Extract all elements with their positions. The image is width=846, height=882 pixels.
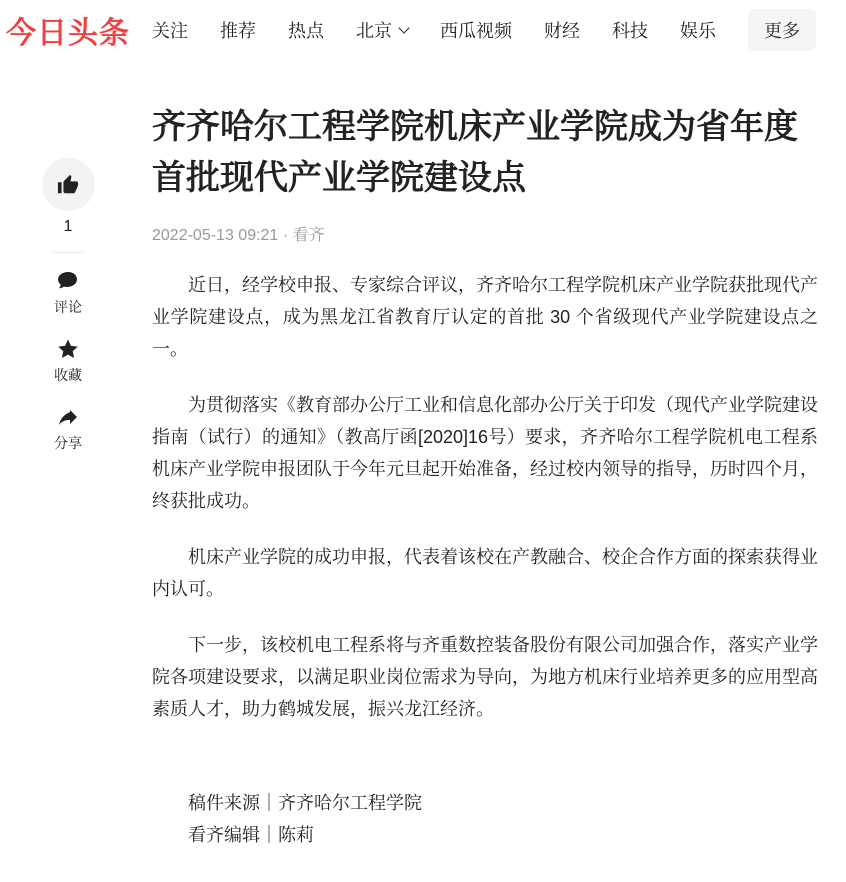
action-sidebar — [40, 158, 96, 473]
nav-item-entertainment[interactable]: 娱乐 — [680, 21, 716, 41]
editor-line: 看齐编辑｜陈莉 — [188, 825, 314, 845]
like-button[interactable] — [42, 158, 95, 211]
nav-item-tech[interactable]: 科技 — [612, 21, 648, 41]
share-button[interactable] — [54, 405, 82, 453]
nav-item-follow[interactable]: 关注 — [152, 21, 188, 41]
article — [152, 60, 818, 851]
comment-button[interactable] — [54, 269, 82, 317]
favorite-label: 收藏 — [54, 367, 82, 383]
article-paragraph: 为贯彻落实《教育部办公厅工业和信息化部办公厅关于印发（现代产业学院建设指南（试行）的通知》（教高厅函[2020]16号）要求，齐齐哈尔工程学院机电工程系机床产业学院申报团队于今年元旦起开始准备，经过校内领导的指导，历时四个月，终获批成功。 — [152, 395, 818, 511]
favorite-button[interactable] — [54, 337, 82, 385]
article-source-block — [152, 787, 818, 851]
source-line: 稿件来源｜齐齐哈尔工程学院 — [188, 793, 422, 813]
article-paragraph: 机床产业学院的成功申报，代表着该校在产教融合、校企合作方面的探索获得业内认可。 — [152, 547, 818, 599]
star-icon — [56, 337, 80, 361]
article-paragraph: 近日，经学校申报、专家综合评议，齐齐哈尔工程学院机床产业学院获批现代产业学院建设点，成为黑龙江省教育厅认定的首批 30 个省级现代产业学院建设点之一。 — [152, 275, 818, 359]
share-label: 分享 — [54, 435, 82, 451]
share-icon — [56, 405, 80, 429]
nav-item-xigua-video[interactable]: 西瓜视频 — [440, 21, 512, 41]
article-paragraph: 下一步，该校机电工程系将与齐重数控装备股份有限公司加强合作，落实产业学院各项建设要求，以满足职业岗位需求为导向，为地方机床行业培养更多的应用型高素质人才，助力鹤城发展，振兴龙江经济。 — [152, 635, 818, 719]
top-navbar — [0, 0, 846, 60]
nav-item-more[interactable]: 更多 — [748, 9, 816, 51]
main-nav — [152, 9, 816, 51]
nav-item-city[interactable] — [356, 17, 408, 43]
nav-item-recommend[interactable]: 推荐 — [220, 21, 256, 41]
thumb-up-icon — [57, 174, 79, 196]
sidebar-divider — [54, 252, 82, 253]
like-count: 1 — [63, 218, 73, 235]
article-body — [152, 269, 818, 725]
chevron-down-icon — [398, 22, 409, 33]
toutiao-logo[interactable]: 今日头条 — [6, 17, 130, 50]
comment-icon — [56, 269, 80, 293]
comment-label: 评论 — [54, 299, 82, 315]
nav-item-city-label: 北京 — [356, 21, 392, 41]
article-meta: 2022-05-13 09:21 · 看齐 — [152, 227, 325, 244]
nav-item-finance[interactable]: 财经 — [544, 21, 580, 41]
article-title: 齐齐哈尔工程学院机床产业学院成为省年度首批现代产业学院建设点 — [152, 108, 798, 197]
nav-item-hot[interactable]: 热点 — [288, 21, 324, 41]
